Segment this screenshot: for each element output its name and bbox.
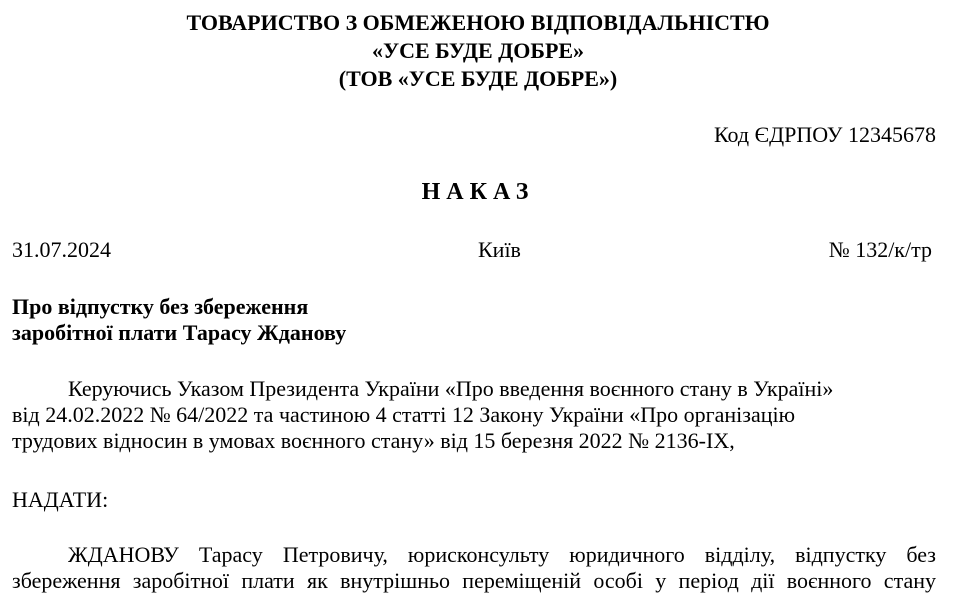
order-line1: ЖДАНОВУ Тарасу Петровичу, юрисконсульту юридичного відділу, відпустку без [68, 542, 936, 567]
order-city: Київ [478, 237, 521, 262]
edrpou-code: Код ЄДРПОУ 12345678 [713, 122, 936, 147]
order-date: 31.07.2024 [12, 237, 111, 262]
order-paragraph [12, 542, 936, 594]
directive-heading: НАДАТИ: [12, 487, 109, 512]
document-title: НАКАЗ [421, 179, 535, 205]
preamble-line2: від 24.02.2022 № 64/2022 та частиною 4 статті 12 Закону України «Про організацію [12, 402, 796, 427]
preamble-line3: трудових відносин в умовах воєнного стану» від 15 березня 2022 № 2136-ІХ, [12, 428, 735, 453]
subject-line2: заробітної плати Тарасу Жданову [12, 320, 347, 345]
company-name-line1: ТОВАРИСТВО З ОБМЕЖЕНОЮ ВІДПОВІДАЛЬНІСТЮ [186, 10, 770, 35]
company-name-line2: «УСЕ БУДЕ ДОБРЕ» [371, 38, 585, 63]
company-short-name: (ТОВ «УСЕ БУДЕ ДОБРЕ») [338, 66, 618, 91]
preamble-paragraph [12, 376, 936, 454]
order-line2: збереження заробітної плати як внутрішньо переміщеній особі у період дії воєнного стану [12, 568, 936, 593]
preamble-line1: Керуючись Указом Президента України «Про введення воєнного стану в Україні» [68, 376, 834, 401]
subject-line1: Про відпустку без збереження [12, 294, 309, 319]
order-number: № 132/к/тр [828, 237, 932, 262]
